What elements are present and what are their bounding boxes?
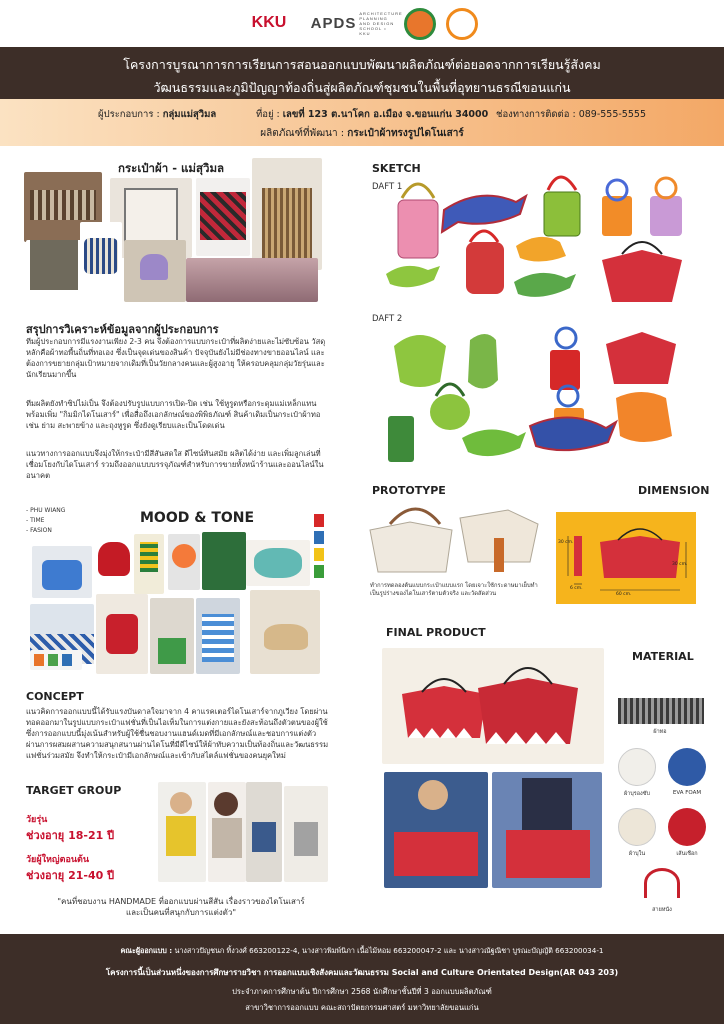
mood-photo-8 (96, 594, 148, 674)
target-teen-age: ช่วงอายุ 18-21 ปี (26, 829, 115, 842)
product-photo-8 (186, 258, 318, 302)
product-photo-title: กระเป๋าผ้า - แม่สุวิมล (118, 161, 225, 175)
target-title: TARGET GROUP (26, 784, 122, 797)
material-title: MATERIAL (632, 650, 694, 663)
address-info (256, 107, 488, 122)
address-value: เลขที่ 123 ต.นาโคก อ.เมือง จ.ขอนแก่น 34000 (282, 109, 489, 120)
product-value: กระเป๋าผ้าทรงรูปไดโนเสาร์ (347, 128, 464, 139)
sketch2-bag-stack (388, 416, 414, 462)
address-label: ที่อยู่ : (256, 109, 280, 120)
target-photo-4 (284, 786, 328, 882)
sketch2-bag-red (550, 328, 580, 390)
draft-1-sketches (380, 170, 700, 310)
mood-photo-9 (150, 598, 194, 674)
target-photo-2 (208, 782, 246, 882)
material-label: ผ้าทอ (653, 729, 667, 735)
sketch-title: SKETCH (372, 162, 421, 175)
logo-bar (0, 0, 724, 47)
mood-keyword: - PHU WIANG (26, 507, 66, 514)
apds-logo (308, 8, 403, 38)
sketch2-dino-lime (462, 429, 526, 456)
product-photo-7 (124, 240, 186, 302)
material-eva-foam (668, 748, 706, 786)
summary-title: สรุปการวิเคราะห์ข้อมูลจากผู้ประกอบการ (26, 323, 219, 336)
mood-keywords (26, 506, 65, 536)
mood-photo-12 (30, 650, 82, 670)
operator-label: ผู้ประกอบการ : (98, 109, 160, 120)
mood-color-swatch (314, 531, 324, 544)
mood-photo-5 (202, 532, 246, 590)
dimension-title: DIMENSION (638, 484, 710, 497)
prototype-bag-2 (460, 510, 538, 572)
page-title-line1: โครงการบูรณาการการเรียนการสอนออกแบบพัฒนาผลิตภัณฑ์ต่อยอดจากการเรียนรู้สังคม (123, 57, 601, 72)
mood-photo-2 (94, 528, 134, 580)
prototype-caption: ทำการทดลองต้นแบบกระเป๋าแบบแรก โดยเจาะใช้กระดาษมาเย็บทำเป็นรูปร่างของไดโนเสาร์ตามตัวจริง และวัดสัดส่วน (370, 583, 538, 597)
final-product-model-2 (492, 772, 602, 888)
mood-photo-6 (246, 540, 310, 586)
material-label: เส้นเชือก (676, 851, 698, 857)
material-inner-fabric (618, 808, 656, 846)
page-title-line2: วัฒนธรรมและภูมิปัญญาท้องถิ่นสู่ผลิตภัณฑ์ชุมชนในพื้นที่อุทยานธรณีขอนแก่น (153, 80, 571, 95)
summary-paragraph-2: ทีมผลิตยังทำซิปไม่เป็น จึงต้องปรับรูปแบบการเปิด-ปิด เช่น ใช้หูรูดหรือกระดุมแม่เหล็กแทน พร้อมเพิ่ม "กิมมิกไดโนเสาร์" เพื่อสื่อถึงเอกลักษณ์ของพิพิธภัณฑ์ สินค้าเดิมเป็นกระเป๋าผ้าทอ เช่น ย่าม สะพายข้าง และถุงหูรูด ซึ่งยังดูเรียบและเป็นโดดเด่น (26, 399, 321, 430)
target-photo-3 (246, 782, 282, 882)
sketch-jaw-bag (602, 242, 682, 302)
geopark-logo (446, 8, 478, 40)
product-photo-5 (26, 240, 82, 306)
sketch-bag-purple (650, 178, 682, 236)
dimension-height-side: 30 cm. (558, 540, 574, 545)
draft-1-label: DAFT 1 (372, 182, 403, 192)
footer-school: สาขาวิชาการออกแบบ คณะสถาปัตยกรรมศาสตร์ มหาวิทยาลัยขอนแก่น (245, 1003, 479, 1012)
material-label: ผ้าบุใน (628, 851, 646, 857)
final-product-bags (382, 648, 604, 764)
dimension-width-side: 6 cm. (570, 586, 583, 591)
footer-semester: ประจำภาคการศึกษาต้น ปีการศึกษา 2568 นักศึกษาชั้นปีที่ 3 ออกแบบผลิตภัณฑ์ (232, 987, 492, 996)
footer-designers (0, 946, 724, 957)
material-woven-fabric (618, 698, 704, 724)
sketch2-jaw-red (606, 332, 676, 384)
mood-photo-1 (32, 546, 92, 598)
target-photo-1 (158, 782, 206, 882)
mood-photo-4 (168, 534, 200, 590)
dimension-width-front: 60 cm. (616, 592, 632, 597)
product-photo-6 (80, 222, 122, 278)
product-label: ผลิตภัณฑ์ที่พัฒนา : (260, 128, 345, 139)
mood-photo-11 (250, 590, 320, 674)
sketch-bag-green (544, 177, 580, 236)
prototype-title: PROTOTYPE (372, 484, 446, 497)
material-label: ผ้าบุรองซับ (624, 791, 650, 797)
product-photo-4 (252, 158, 322, 270)
sketch2-bag-green-round (430, 384, 470, 430)
sketch-dino-green (386, 266, 440, 287)
product-info (0, 126, 724, 141)
draft-2-sketches (380, 324, 700, 466)
apds-logo-text: APDS (310, 14, 357, 32)
mood-color-swatches (314, 514, 324, 584)
final-product-photo-main (382, 648, 604, 764)
faculty-seal-logo (404, 8, 436, 40)
final-product-title: FINAL PRODUCT (386, 626, 486, 639)
operator-info (98, 107, 216, 122)
mood-color-swatch (314, 565, 324, 578)
target-teen-label: วัยรุ่น (26, 815, 48, 825)
summary-paragraph-3: แนวทางการออกแบบจึงมุ่งให้กระเป๋ามีสีสันสดใส ดีไซน์ทันสมัย ผลิตได้ง่าย และเพิ่มลูกเล่นที่เชื่อมโยงกับไดโนเสาร์ รวมถึงออกแบบบรรจุภัณฑ์สำหรับการขายทั้งหน้าร้านและออนไลน์ในอนาคต (26, 449, 324, 480)
mood-color-swatch (314, 548, 324, 561)
contact-label: ช่องทางการติดต่อ : (496, 109, 576, 120)
prototype-bag-1 (370, 509, 452, 572)
material-label: EVA FOAM (672, 790, 702, 796)
mood-photo-3 (134, 534, 164, 594)
sketch-dino-teal (514, 273, 576, 297)
draft-2-label: DAFT 2 (372, 314, 403, 324)
product-photo-3 (196, 178, 250, 256)
operator-value: กลุ่มแม่สุวิมล (162, 109, 217, 120)
footer-designers-label: คณะผู้ออกแบบ : (120, 946, 173, 955)
sketch-bag-pink (398, 184, 438, 258)
sketch-dino-blue (442, 196, 526, 232)
sketch-dino-yellow (516, 237, 566, 262)
concept-title: CONCEPT (26, 690, 84, 703)
target-adult-label: วัยผู้ใหญ่ตอนต้น (26, 855, 89, 865)
contact-value: 089-555-5555 (578, 109, 646, 120)
material-label: สายหนัง (652, 907, 672, 913)
sketch-bucket-red (466, 231, 504, 294)
contact-info (496, 107, 646, 122)
material-lining-fabric (618, 748, 656, 786)
kku-logo: KKU (251, 14, 287, 31)
footer-course: โครงการนี้เป็นส่วนหนึ่งของการศึกษารายวิชา การออกแบบเชิงสังคมและวัฒนธรรม Social and Culture Orientated Design(AR 043 203) (105, 968, 619, 977)
prototype-photos (368, 498, 544, 580)
mood-title: MOOD & TONE (140, 510, 255, 526)
sketch2-dino-green (468, 334, 498, 389)
summary-paragraph-1: ทีมผู้ประกอบการมีแรงงานเพียง 2-3 คน จึงต้องการแบบกระเป๋าที่ผลิตง่ายและไม่ซับซ้อน วัสดุหลักคือผ้าทอพื้นถิ่นที่ทอเอง ซึ่งเป็นจุดเด่นของสินค้า ปัจจุบันยังไม่มีช่องทางขายออนไลน์ และต้องการขยายกลุ่มเป้าหมายจากเดิมที่เป็นวัยกลางคนและผู้สูงอายุ ให้ครอบคลุมกลุ่มวัยรุ่นและนักเรียนมากขึ้น (26, 337, 326, 379)
mood-color-swatch (314, 514, 324, 527)
dimension-front-view (600, 529, 680, 578)
target-adult-age: ช่วงอายุ 21-40 ปี (26, 869, 115, 882)
sketch2-bag-lime (394, 335, 446, 387)
material-rope (668, 808, 706, 846)
mood-keyword: - FASION (26, 527, 52, 534)
sketch2-dino-blue (530, 417, 616, 450)
dimension-side-view (574, 536, 582, 576)
mood-photo-10 (196, 598, 240, 674)
footer-designers-names: นางสาวปัญชนก ทิ้งวงศ์ 663200122-4, นางสาวพิมพ์นิภา เนื้อไม้หอม 663200047-2 และ นางสาวณัฐณิชา บูรณะบัญญัติ 663200034-1 (174, 946, 604, 955)
apds-logo-subtext: ARCHITECTURE PLANNING AND DESIGN SCHOOL • KKU (359, 10, 403, 36)
target-quote: "คนที่ชอบงาน HANDMADE ที่ออกแบบผ่านสีสัน เรื่องราวของไดโนเสาร์และเป็นคนที่สนุกกับการแต่งตัว" (57, 897, 305, 917)
dimension-height-front: 30 cm. (672, 562, 688, 567)
material-leather-strap (644, 868, 680, 898)
final-product-model-1 (384, 772, 488, 888)
concept-text: แนวคิดการออกแบบนี้ได้รับแรงบันดาลใจมาจาก 4 คาแรคเตอร์ไดโนเสาร์จากภูเวียง โดยผ่านทอดออกมาในรูปแบบกระเป๋าแฟชั่นที่เป็นไอเท็มในการแต่งกายและยังสะท้อนถึงตัวตนของผู้ใช้ ซึ่งการออกแบบนี้มุ่งเน้นสำหรับผู้ใช้ชื่นชอบงานแฮนด์เมดที่มีเอกลักษณ์และชอบการแต่งตัว ผ่านการผสมผสานความสนุกสนานผ่านไดโนที่มีดีไซน์ให้ผ้าทับความเป็นท้องถิ่นและวัฒนธรรมแฟชั่นร่วมสมัย จึงทำให้กระเป๋ามีเอกลักษณ์และเข้ากับสไตล์แฟชั่นของคนยุคใหม่ (26, 707, 329, 760)
sketch2-dino-orange (616, 392, 672, 442)
sketch-bag-orange (602, 180, 632, 236)
mood-keyword: - TIME (26, 517, 45, 524)
